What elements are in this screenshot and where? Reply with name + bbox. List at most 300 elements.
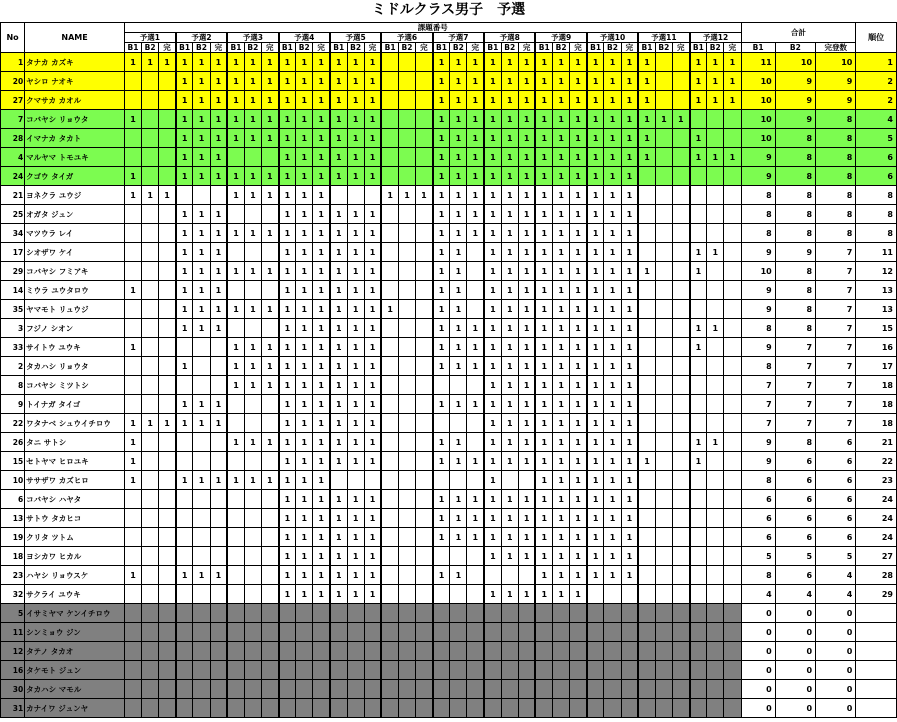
cell-score: 1: [707, 53, 724, 72]
cell-score: [244, 395, 261, 414]
cell-score: [484, 623, 501, 642]
cell-score: [416, 661, 433, 680]
cell-score: 1: [604, 91, 621, 110]
cell-total-b2: 0: [775, 699, 815, 718]
cell-score: 1: [450, 281, 467, 300]
cell-score: [672, 262, 689, 281]
cell-name: カナイワ ジュンヤ: [25, 699, 125, 718]
cell-rank: 24: [856, 509, 897, 528]
cell-score: 1: [364, 281, 381, 300]
cell-score: 1: [176, 262, 193, 281]
cell-total-b1: 0: [741, 661, 775, 680]
cell-score: [261, 205, 278, 224]
cell-score: [210, 186, 227, 205]
cell-score: [381, 585, 398, 604]
cell-score: 1: [621, 376, 638, 395]
cell-score: [655, 414, 672, 433]
cell-score: 1: [244, 129, 261, 148]
cell-score: 1: [244, 53, 261, 72]
cell-score: 1: [484, 585, 501, 604]
cell-score: [193, 376, 210, 395]
cell-score: 1: [621, 471, 638, 490]
cell-score: [244, 585, 261, 604]
cell-score: 1: [313, 585, 330, 604]
cell-score: 1: [364, 243, 381, 262]
cell-score: 1: [535, 528, 552, 547]
cell-score: [398, 585, 415, 604]
cell-score: [227, 566, 244, 585]
cell-score: 1: [227, 72, 244, 91]
cell-score: [227, 452, 244, 471]
cell-total-b2: 8: [775, 281, 815, 300]
cell-score: [467, 661, 484, 680]
cell-score: 1: [518, 262, 535, 281]
cell-no: 19: [1, 528, 25, 547]
cell-score: [724, 471, 741, 490]
cell-score: 1: [364, 262, 381, 281]
cell-score: 1: [518, 376, 535, 395]
cell-score: 1: [535, 414, 552, 433]
cell-score: 1: [484, 547, 501, 566]
cell-score: [638, 281, 655, 300]
cell-score: 1: [364, 566, 381, 585]
table-row: [1, 642, 897, 661]
cell-score: 1: [467, 205, 484, 224]
cell-score: [724, 395, 741, 414]
table-row: [1, 224, 897, 243]
cell-score: [210, 661, 227, 680]
cell-score: 1: [553, 148, 570, 167]
table-row: [1, 129, 897, 148]
cell-total-complete: 7: [816, 300, 856, 319]
cell-score: [398, 566, 415, 585]
cell-score: [707, 262, 724, 281]
cell-score: [433, 414, 450, 433]
cell-score: 1: [501, 224, 518, 243]
cell-score: [398, 72, 415, 91]
cell-score: 1: [210, 148, 227, 167]
cell-score: 1: [279, 53, 296, 72]
cell-total-complete: 8: [816, 110, 856, 129]
cell-no: 23: [1, 566, 25, 585]
cell-score: 1: [484, 376, 501, 395]
cell-score: 1: [501, 148, 518, 167]
cell-score: 1: [330, 262, 347, 281]
cell-score: 1: [587, 319, 604, 338]
cell-score: 1: [501, 452, 518, 471]
cell-total-b1: 0: [741, 699, 775, 718]
cell-score: 1: [690, 338, 707, 357]
cell-no: 20: [1, 72, 25, 91]
cell-score: 1: [244, 376, 261, 395]
cell-score: [433, 547, 450, 566]
cell-score: 1: [433, 300, 450, 319]
cell-score: [501, 661, 518, 680]
cell-score: 1: [518, 528, 535, 547]
cell-score: 1: [330, 91, 347, 110]
cell-score: 1: [433, 452, 450, 471]
cell-score: 1: [330, 414, 347, 433]
cell-score: [261, 604, 278, 623]
cell-score: 1: [621, 224, 638, 243]
cell-no: 5: [1, 604, 25, 623]
cell-score: 1: [484, 148, 501, 167]
cell-no: 32: [1, 585, 25, 604]
cell-score: 1: [638, 262, 655, 281]
cell-score: 1: [313, 528, 330, 547]
cell-rank: 13: [856, 300, 897, 319]
cell-score: 1: [364, 129, 381, 148]
cell-score: 1: [313, 262, 330, 281]
cell-score: 1: [501, 129, 518, 148]
cell-score: 1: [364, 148, 381, 167]
cell-score: 1: [347, 509, 364, 528]
cell-score: [638, 224, 655, 243]
cell-score: 1: [313, 53, 330, 72]
cell-score: 1: [535, 357, 552, 376]
cell-score: 1: [364, 395, 381, 414]
cell-score: 1: [313, 167, 330, 186]
cell-score: [159, 319, 176, 338]
cell-no: 31: [1, 699, 25, 718]
header-round: 予選12: [690, 33, 741, 43]
cell-score: 1: [313, 281, 330, 300]
cell-score: [330, 604, 347, 623]
cell-score: [210, 509, 227, 528]
cell-score: [398, 528, 415, 547]
cell-score: 1: [535, 281, 552, 300]
cell-score: 1: [313, 243, 330, 262]
cell-score: [176, 642, 193, 661]
cell-score: [672, 319, 689, 338]
cell-score: [176, 509, 193, 528]
cell-score: 1: [501, 433, 518, 452]
cell-score: [416, 623, 433, 642]
cell-score: 1: [604, 433, 621, 452]
cell-score: 1: [296, 129, 313, 148]
cell-score: [484, 680, 501, 699]
cell-score: [398, 243, 415, 262]
cell-score: 1: [484, 243, 501, 262]
cell-score: [604, 585, 621, 604]
cell-no: 24: [1, 167, 25, 186]
cell-score: 1: [518, 53, 535, 72]
cell-score: [398, 224, 415, 243]
cell-rank: 15: [856, 319, 897, 338]
cell-score: [433, 623, 450, 642]
cell-score: 1: [364, 490, 381, 509]
cell-score: 1: [553, 414, 570, 433]
cell-score: 1: [621, 414, 638, 433]
cell-score: 1: [553, 471, 570, 490]
cell-score: [535, 623, 552, 642]
cell-score: [484, 604, 501, 623]
cell-score: 1: [570, 433, 587, 452]
cell-score: [347, 699, 364, 718]
cell-score: [724, 452, 741, 471]
cell-score: 1: [690, 452, 707, 471]
cell-score: 1: [227, 471, 244, 490]
cell-score: 1: [587, 110, 604, 129]
cell-no: 9: [1, 395, 25, 414]
cell-total-b2: 8: [775, 224, 815, 243]
cell-score: 1: [347, 414, 364, 433]
cell-score: [724, 699, 741, 718]
cell-score: 1: [193, 243, 210, 262]
cell-score: 1: [313, 319, 330, 338]
cell-score: [604, 642, 621, 661]
cell-score: [227, 547, 244, 566]
cell-score: [124, 129, 141, 148]
cell-score: [416, 376, 433, 395]
cell-total-complete: 4: [816, 585, 856, 604]
cell-score: 1: [535, 471, 552, 490]
cell-score: [433, 661, 450, 680]
cell-total-complete: 7: [816, 376, 856, 395]
cell-score: [398, 433, 415, 452]
cell-score: 1: [210, 53, 227, 72]
cell-score: [416, 338, 433, 357]
cell-score: 1: [227, 53, 244, 72]
cell-score: [467, 281, 484, 300]
cell-score: 1: [244, 72, 261, 91]
cell-score: [467, 642, 484, 661]
cell-score: 1: [261, 167, 278, 186]
cell-score: 1: [279, 338, 296, 357]
cell-score: 1: [724, 53, 741, 72]
cell-score: [655, 243, 672, 262]
cell-score: 1: [433, 281, 450, 300]
header-sub: B2: [655, 43, 672, 53]
cell-score: [159, 376, 176, 395]
cell-score: [193, 680, 210, 699]
cell-score: 1: [433, 186, 450, 205]
cell-score: 1: [244, 300, 261, 319]
cell-score: [655, 490, 672, 509]
cell-total-complete: 8: [816, 205, 856, 224]
table-row: [1, 72, 897, 91]
cell-score: [313, 642, 330, 661]
cell-score: [570, 680, 587, 699]
cell-score: [381, 433, 398, 452]
cell-score: [227, 699, 244, 718]
cell-score: [261, 243, 278, 262]
cell-score: [227, 585, 244, 604]
cell-score: 1: [313, 91, 330, 110]
cell-score: 1: [210, 319, 227, 338]
cell-score: [724, 224, 741, 243]
cell-score: [724, 414, 741, 433]
cell-score: [381, 414, 398, 433]
cell-score: 1: [570, 110, 587, 129]
cell-score: 1: [535, 509, 552, 528]
header-sub: 完: [261, 43, 278, 53]
cell-score: 1: [518, 91, 535, 110]
cell-score: [416, 53, 433, 72]
cell-score: [193, 585, 210, 604]
cell-score: 1: [193, 566, 210, 585]
cell-score: [244, 528, 261, 547]
cell-score: [501, 471, 518, 490]
cell-score: [707, 471, 724, 490]
cell-score: 1: [330, 72, 347, 91]
cell-score: [296, 604, 313, 623]
cell-score: [193, 699, 210, 718]
cell-score: [690, 661, 707, 680]
cell-rank: 27: [856, 547, 897, 566]
cell-score: 1: [467, 186, 484, 205]
cell-score: 1: [501, 585, 518, 604]
header-no: No: [1, 23, 25, 53]
cell-score: [142, 604, 159, 623]
cell-score: [124, 300, 141, 319]
cell-score: [210, 433, 227, 452]
cell-score: 1: [501, 53, 518, 72]
cell-score: 1: [621, 452, 638, 471]
cell-score: [535, 661, 552, 680]
cell-score: [707, 604, 724, 623]
table-row: [1, 205, 897, 224]
cell-score: [244, 243, 261, 262]
cell-total-complete: 8: [816, 186, 856, 205]
cell-score: [690, 357, 707, 376]
cell-name: マツウラ レイ: [25, 224, 125, 243]
cell-total-b2: 8: [775, 205, 815, 224]
cell-score: 1: [347, 547, 364, 566]
cell-score: 1: [484, 186, 501, 205]
cell-score: 1: [279, 91, 296, 110]
cell-score: 1: [279, 585, 296, 604]
cell-total-b2: 9: [775, 110, 815, 129]
cell-score: 1: [142, 414, 159, 433]
header-sub: B2: [398, 43, 415, 53]
cell-score: 1: [330, 148, 347, 167]
cell-score: 1: [244, 167, 261, 186]
cell-score: 1: [193, 471, 210, 490]
cell-score: 1: [604, 129, 621, 148]
cell-score: [587, 623, 604, 642]
cell-score: 1: [587, 167, 604, 186]
cell-score: [159, 471, 176, 490]
cell-score: [672, 224, 689, 243]
cell-score: 1: [553, 566, 570, 585]
cell-score: 1: [279, 452, 296, 471]
cell-score: [638, 205, 655, 224]
cell-score: 1: [518, 490, 535, 509]
cell-score: 1: [604, 319, 621, 338]
cell-score: [142, 376, 159, 395]
cell-score: 1: [518, 281, 535, 300]
cell-score: 1: [244, 110, 261, 129]
cell-score: [124, 699, 141, 718]
cell-score: 1: [330, 357, 347, 376]
cell-score: [638, 167, 655, 186]
cell-score: 1: [124, 110, 141, 129]
cell-name: コバヤシ ハヤタ: [25, 490, 125, 509]
cell-score: 1: [553, 281, 570, 300]
cell-name: イサミヤマ ケンイチロウ: [25, 604, 125, 623]
cell-score: [672, 281, 689, 300]
cell-score: 1: [535, 262, 552, 281]
cell-score: [313, 604, 330, 623]
cell-name: クリタ ツトム: [25, 528, 125, 547]
header-sub: B2: [707, 43, 724, 53]
cell-score: 1: [553, 53, 570, 72]
cell-score: 1: [330, 433, 347, 452]
cell-score: [416, 642, 433, 661]
cell-score: [279, 623, 296, 642]
cell-score: [467, 699, 484, 718]
cell-score: 1: [570, 490, 587, 509]
cell-score: 1: [279, 110, 296, 129]
table-row: [1, 490, 897, 509]
cell-score: 1: [621, 395, 638, 414]
cell-score: 1: [690, 91, 707, 110]
cell-score: [381, 357, 398, 376]
cell-score: 1: [244, 433, 261, 452]
header-sub: 完: [416, 43, 433, 53]
cell-score: 1: [638, 452, 655, 471]
cell-score: 1: [210, 395, 227, 414]
cell-score: [261, 661, 278, 680]
cell-score: 1: [604, 547, 621, 566]
cell-score: 1: [570, 91, 587, 110]
cell-score: 1: [313, 186, 330, 205]
cell-score: 1: [570, 167, 587, 186]
header-sub: 完: [467, 43, 484, 53]
cell-score: 1: [227, 338, 244, 357]
cell-score: 1: [244, 224, 261, 243]
cell-score: 1: [296, 528, 313, 547]
cell-score: 1: [570, 357, 587, 376]
cell-score: 1: [296, 490, 313, 509]
cell-score: [398, 642, 415, 661]
cell-score: [227, 680, 244, 699]
cell-score: 1: [570, 148, 587, 167]
cell-score: [655, 205, 672, 224]
cell-score: 1: [535, 72, 552, 91]
cell-score: 1: [518, 433, 535, 452]
cell-total-b2: 9: [775, 72, 815, 91]
cell-score: 1: [553, 585, 570, 604]
cell-score: 1: [587, 186, 604, 205]
cell-score: [398, 357, 415, 376]
cell-score: 1: [587, 129, 604, 148]
cell-score: [655, 680, 672, 699]
cell-score: [244, 642, 261, 661]
cell-score: 1: [518, 509, 535, 528]
cell-no: 22: [1, 414, 25, 433]
cell-score: [655, 91, 672, 110]
cell-score: 1: [313, 148, 330, 167]
header-round: 予選1: [124, 33, 175, 43]
cell-score: [398, 281, 415, 300]
cell-score: 1: [501, 528, 518, 547]
cell-total-complete: 7: [816, 395, 856, 414]
cell-score: 1: [484, 91, 501, 110]
cell-score: 1: [381, 186, 398, 205]
cell-score: 1: [313, 566, 330, 585]
cell-score: [142, 471, 159, 490]
cell-score: [570, 604, 587, 623]
cell-score: 1: [364, 319, 381, 338]
cell-score: 1: [193, 300, 210, 319]
cell-score: 1: [347, 357, 364, 376]
cell-score: [381, 281, 398, 300]
cell-score: [142, 699, 159, 718]
cell-score: 1: [604, 186, 621, 205]
cell-total-b2: 6: [775, 566, 815, 585]
